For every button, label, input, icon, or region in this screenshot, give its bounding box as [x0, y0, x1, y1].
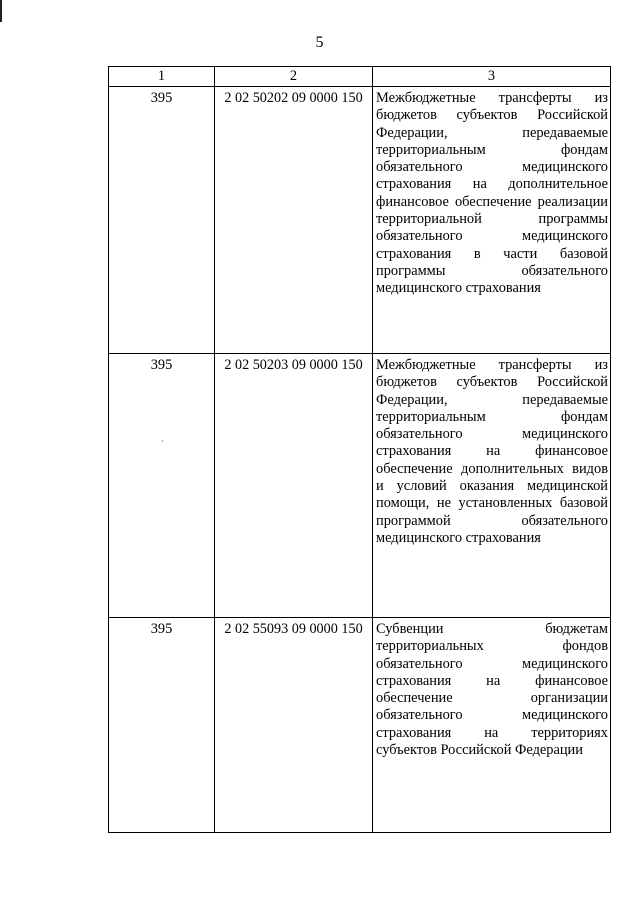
description-cell: Межбюджетные трансферты из бюджетов субъектов Российской Федерации, передаваемые территориальным фондам обязательного медицинского страхования на дополнительное финансовое обеспечение реализации территориальной программы обязательного медицинского страхования в части базовой программы обязательного медицинского страхования — [373, 87, 611, 354]
admin-code-cell: 395 — [109, 354, 215, 618]
scan-artifact-mark: ` — [161, 440, 165, 451]
table-row — [109, 618, 611, 833]
kbk-code-cell: 2 02 55093 09 0000 150 — [215, 618, 373, 833]
description-cell: Субвенции бюджетам территориальных фондов обязательного медицинского страхования на финансовое обеспечение организации обязательного медицинского страхования на территориях субъектов Российской Федерации — [373, 618, 611, 833]
admin-code-cell: 395 — [109, 618, 215, 833]
admin-code-cell: 395 — [109, 87, 215, 354]
table-row — [109, 354, 611, 618]
column-header-2: 2 — [215, 67, 373, 87]
column-header-3: 3 — [373, 67, 611, 87]
column-header-1: 1 — [109, 67, 215, 87]
revenue-codes-table — [108, 66, 611, 833]
description-cell: Межбюджетные трансферты из бюджетов субъектов Российской Федерации, передаваемые территориальным фондам обязательного медицинского страхования на финансовое обеспечение дополнительных видов и условий оказания медицинской помощи, не установленных базовой программой обязательного медицинского страхования — [373, 354, 611, 618]
scan-edge-mark — [0, 0, 2, 22]
table-header-row — [109, 67, 611, 87]
kbk-code-cell: 2 02 50203 09 0000 150 — [215, 354, 373, 618]
page-number: 5 — [315, 34, 324, 51]
table-row — [109, 87, 611, 354]
kbk-code-cell: 2 02 50202 09 0000 150 — [215, 87, 373, 354]
